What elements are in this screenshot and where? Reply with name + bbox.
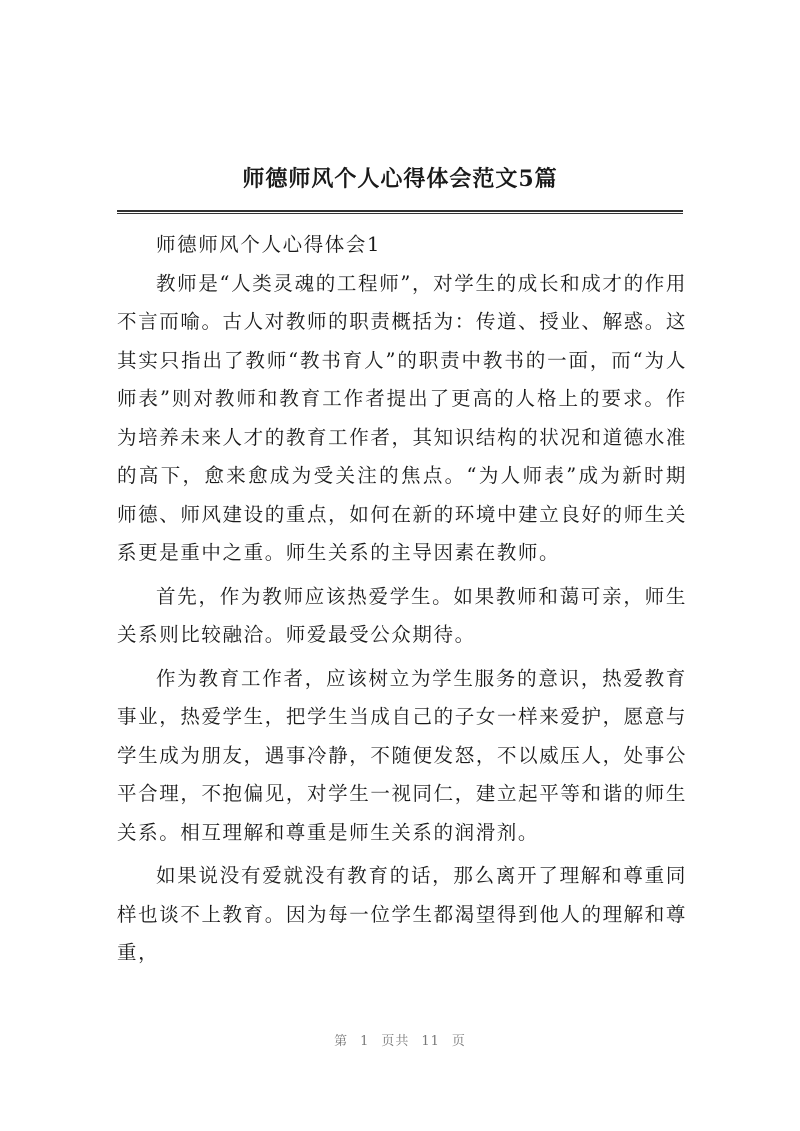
title-divider [117,210,683,214]
paragraph: 作为教育工作者，应该树立为学生服务的意识，热爱教育事业，热爱学生，把学生当成自己的子女一样来爱护，愿意与学生成为朋友，遇事冷静，不随便发怒，不以威压人，处事公平合理，不抱偏见，对学生一视同仁，建立起平等和谐的师生关系。相互理解和尊重是师生关系的润滑剂。 [117,666,687,844]
document-body [117,226,687,978]
paragraph: 如果说没有爱就没有教育的话，那么离开了理解和尊重同样也谈不上教育。因为每一位学生都渴望得到他人的理解和尊重， [117,864,687,964]
paragraph: 教师是“人类灵魂的工程师”，对学生的成长和成才的作用不言而喻。古人对教师的职责概括为：传道、授业、解惑。这其实只指出了教师“教书育人”的职责中教书的一面，而“为人师表”则对教师和教育工作者提出了更高的人格上的要求。作为培养未来人才的教育工作者，其知识结构的状况和道德水准的高下，愈来愈成为受关注的焦点。“为人师表”成为新时期师德、师风建设的重点，如何在新的环境中建立良好的师生关系更是重中之重。师生关系的主导因素在教师。 [117,271,687,564]
footer-page-number: 1 [360,1034,370,1049]
paragraph: 首先，作为教师应该热爱学生。如果教师和蔼可亲，师生关系则比较融洽。师爱最受公众期待。 [117,584,687,646]
footer-total-pages: 11 [421,1034,440,1049]
page-footer [0,1030,800,1049]
footer-prefix: 第 [334,1034,349,1049]
footer-suffix: 页 [451,1034,466,1049]
document-title: 师德师风个人心得体会范文5篇 [242,166,558,192]
footer-middle: 页共 [381,1034,410,1049]
section-heading: 师德师风个人心得体会1 [156,233,382,256]
